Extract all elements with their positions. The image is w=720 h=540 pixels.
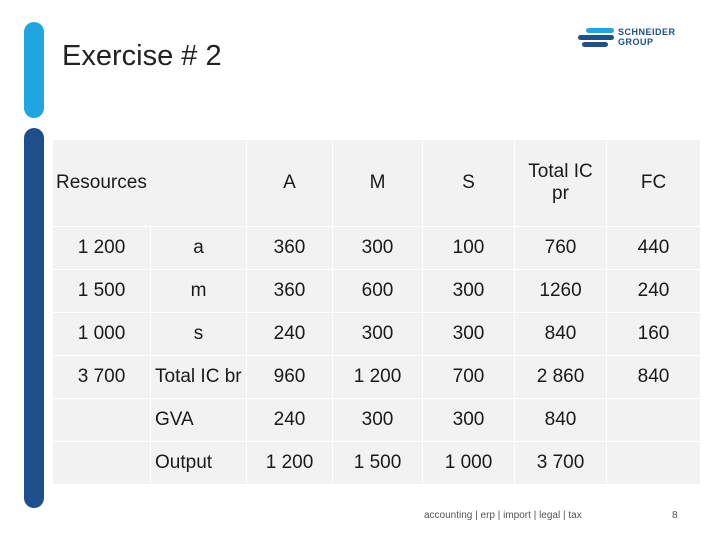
cell-fc: 160 xyxy=(607,313,701,356)
cell-a: 1 200 xyxy=(247,442,333,485)
cell-total: 840 xyxy=(515,313,607,356)
cell-s: 300 xyxy=(423,399,515,442)
cell-s: 300 xyxy=(423,313,515,356)
logo-mark-icon xyxy=(578,28,614,48)
cell-s: 300 xyxy=(423,270,515,313)
cell-label: Total IC br xyxy=(151,356,247,399)
logo-wordmark xyxy=(618,27,676,47)
cell-fc: 840 xyxy=(607,356,701,399)
cell-resources: 1 200 xyxy=(53,227,151,270)
cell-s: 1 000 xyxy=(423,442,515,485)
cell-label: GVA xyxy=(151,399,247,442)
page-number: 8 xyxy=(672,510,678,521)
header-a: A xyxy=(247,140,333,227)
cell-total: 840 xyxy=(515,399,607,442)
accent-bar-bottom xyxy=(24,128,44,508)
cell-a: 360 xyxy=(247,227,333,270)
cell-label: Output xyxy=(151,442,247,485)
header-total-ic-pr xyxy=(515,140,607,227)
cell-a: 960 xyxy=(247,356,333,399)
cell-total: 2 860 xyxy=(515,356,607,399)
cell-resources: 1 500 xyxy=(53,270,151,313)
table-row xyxy=(53,227,701,270)
cell-a: 240 xyxy=(247,399,333,442)
cell-fc xyxy=(607,442,701,485)
cell-resources xyxy=(53,399,151,442)
table-row xyxy=(53,313,701,356)
cell-fc: 240 xyxy=(607,270,701,313)
header-resources: Resources xyxy=(53,140,247,227)
cell-fc: 440 xyxy=(607,227,701,270)
cell-a: 360 xyxy=(247,270,333,313)
cell-resources xyxy=(53,442,151,485)
cell-m: 1 200 xyxy=(333,356,423,399)
table-row xyxy=(53,442,701,485)
cell-label: m xyxy=(151,270,247,313)
schneider-group-logo xyxy=(578,26,688,52)
header-total-line2: pr xyxy=(552,183,569,204)
cell-m: 600 xyxy=(333,270,423,313)
cell-resources: 1 000 xyxy=(53,313,151,356)
logo-line1: SCHNEIDER xyxy=(618,27,676,37)
cell-a: 240 xyxy=(247,313,333,356)
logo-line2: GROUP xyxy=(618,37,654,47)
cell-label: a xyxy=(151,227,247,270)
cell-fc xyxy=(607,399,701,442)
table-row xyxy=(53,270,701,313)
accent-bar-top xyxy=(24,22,44,118)
table-row xyxy=(53,356,701,399)
footer-text: accounting | erp | import | legal | tax xyxy=(424,510,582,521)
cell-m: 300 xyxy=(333,399,423,442)
resources-table xyxy=(52,139,701,485)
cell-label: s xyxy=(151,313,247,356)
header-m: M xyxy=(333,140,423,227)
cell-s: 100 xyxy=(423,227,515,270)
header-s: S xyxy=(423,140,515,227)
table-header-row xyxy=(53,140,701,227)
cell-s: 700 xyxy=(423,356,515,399)
header-fc: FC xyxy=(607,140,701,227)
cell-m: 1 500 xyxy=(333,442,423,485)
cell-total: 1260 xyxy=(515,270,607,313)
slide-title: Exercise # 2 xyxy=(62,40,222,72)
header-total-line1: Total IC xyxy=(528,161,593,182)
cell-m: 300 xyxy=(333,227,423,270)
cell-resources: 3 700 xyxy=(53,356,151,399)
table-row xyxy=(53,399,701,442)
cell-m: 300 xyxy=(333,313,423,356)
cell-total: 760 xyxy=(515,227,607,270)
cell-total: 3 700 xyxy=(515,442,607,485)
